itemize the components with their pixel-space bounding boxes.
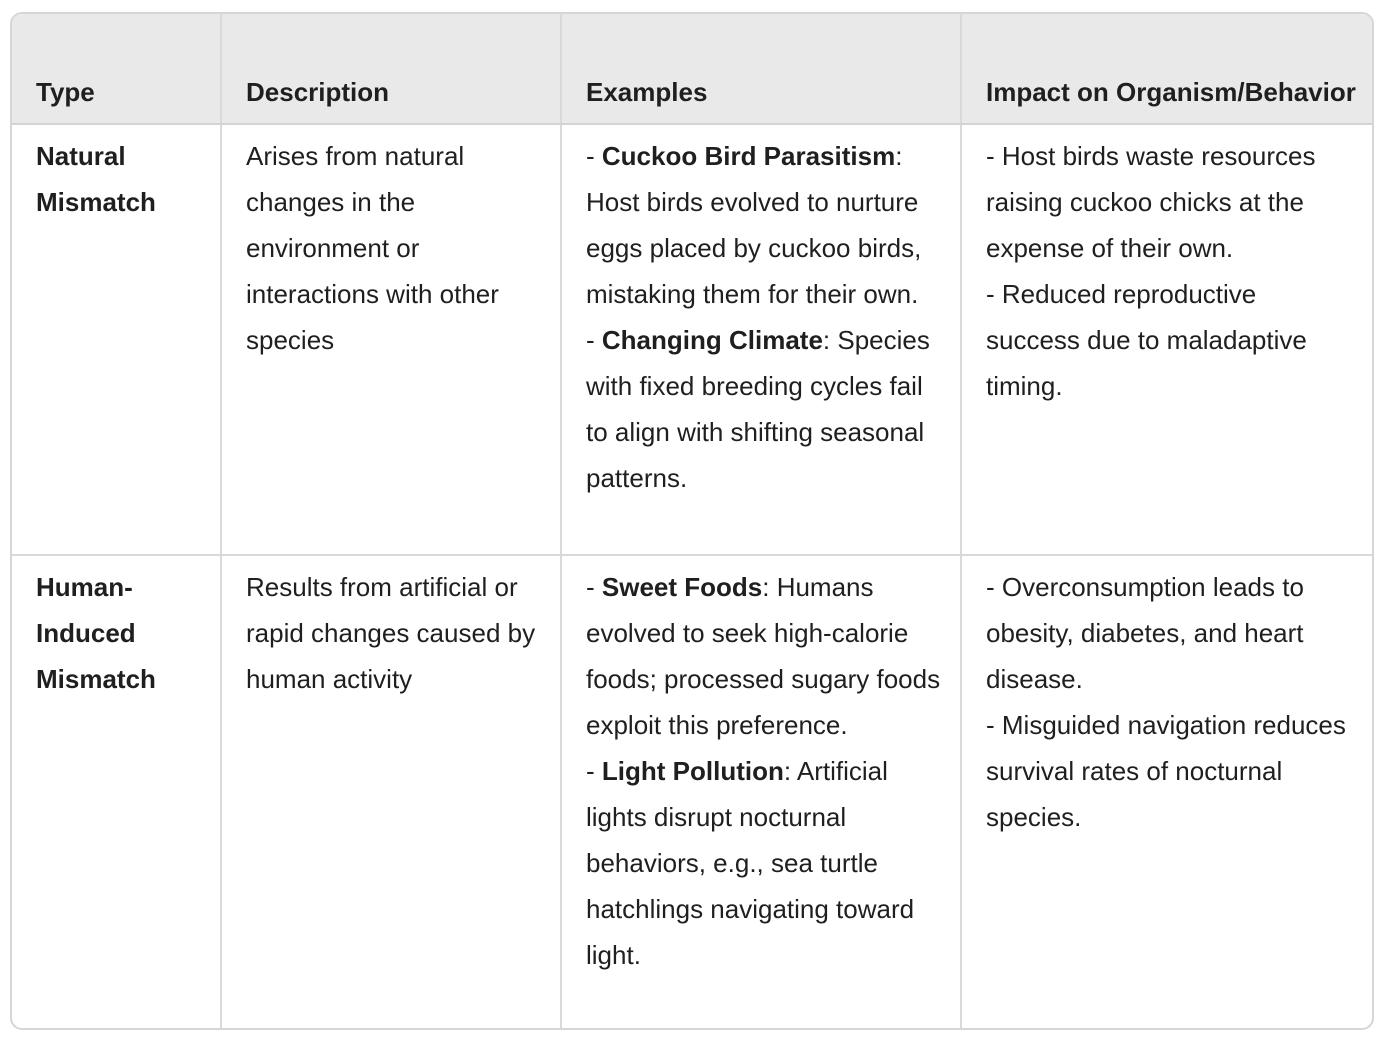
impact-item: - Misguided navigation reduces survival rates of nocturnal species. <box>986 710 1346 832</box>
example-term: Sweet Foods <box>601 572 763 602</box>
impact-item: - Host birds waste resources raising cuckoo chicks at the expense of their own. <box>986 141 1316 263</box>
mismatch-table <box>12 14 1372 1028</box>
impact-cell <box>961 555 1372 1028</box>
impact-item: - Reduced reproductive success due to maladaptive timing. <box>986 279 1307 401</box>
header-type: Type <box>12 14 221 124</box>
impact-item: - Overconsumption leads to obesity, diabetes, and heart disease. <box>986 572 1304 694</box>
header-examples: Examples <box>561 14 961 124</box>
example-item: - Sweet Foods: Humans evolved to seek high-calorie foods; processed sugary foods exploit this preference. <box>586 572 941 740</box>
example-term: Changing Climate <box>601 325 823 355</box>
table-row <box>12 124 1372 555</box>
description-cell: Results from artificial or rapid changes caused by human activity <box>221 555 561 1028</box>
example-item: - Light Pollution: Artificial lights disrupt nocturnal behaviors, e.g., sea turtle hatchlings navigating toward light. <box>586 756 915 970</box>
type-cell: Natural Mismatch <box>12 124 221 555</box>
mismatch-table-container <box>10 12 1374 1030</box>
example-term: Cuckoo Bird Parasitism <box>601 141 896 171</box>
example-item: - Cuckoo Bird Parasitism: Host birds evolved to nurture eggs placed by cuckoo birds, mistaking them for their own. <box>586 141 922 309</box>
impact-cell <box>961 124 1372 555</box>
header-impact: Impact on Organism/Behavior <box>961 14 1372 124</box>
examples-cell <box>561 555 961 1028</box>
table-header-row <box>12 14 1372 124</box>
description-cell: Arises from natural changes in the environment or interactions with other species <box>221 124 561 555</box>
examples-cell <box>561 124 961 555</box>
table-row <box>12 555 1372 1028</box>
example-item: - Changing Climate: Species with fixed breeding cycles fail to align with shifting seasonal patterns. <box>586 325 930 493</box>
header-description: Description <box>221 14 561 124</box>
example-term: Light Pollution <box>601 756 784 786</box>
type-cell: Human-Induced Mismatch <box>12 555 221 1028</box>
